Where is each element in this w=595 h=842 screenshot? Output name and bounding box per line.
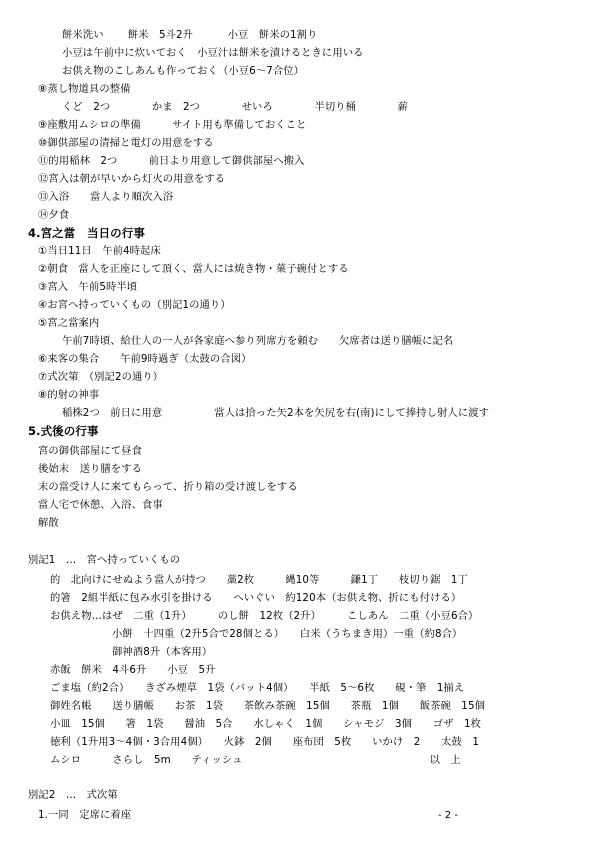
text-line: ⑫宮入は朝が早いから灯火の用意をする [38, 173, 226, 185]
text-line: 稲株2つ 前日に用意 當人は拾った矢2本を矢尻を右(南)にして捧持し射人に渡す [62, 407, 490, 419]
text-line: ②朝食 當人を正座にして頂く、當人には焼き物・菓子碗付とする [38, 263, 349, 275]
text-line: 御神酒8升（本客用） [112, 646, 213, 658]
text-line: ⑥来客の集合 午前9時過ぎ（太鼓の合図） [38, 353, 252, 365]
text-line: 小豆は午前中に炊いておく 小豆汁は餅米を漬けるときに用いる [62, 47, 364, 59]
text-line: 餅米洗い 餅米 5斗2升 小豆 餅米の1割り [62, 29, 318, 41]
text-line: ⑧的射の神事 [38, 389, 100, 401]
text-line: ④お宮へ持っていくもの（別記1の通り） [38, 299, 231, 311]
text-line: ⑧蒸し物道具の整備 [38, 83, 131, 95]
text-line: ⑪的用稲林 2つ 前日より用意して御供部屋へ搬入 [38, 155, 305, 167]
appendix-heading: 別記2 … 式次第 [28, 789, 118, 801]
text-line: お供え物…はぜ 二重（1升） のし餅 12枚（2升） こしあん 二重（小豆6合） [50, 610, 479, 622]
text-line: ③宮入 午前5時半頃 [38, 281, 138, 293]
text-line: ⑨座敷用ムシロの準備 サイト用も準備しておくこと [38, 119, 307, 131]
text-line: ⑦式次第 （別記2の通り） [38, 371, 164, 383]
text-line: 徳利（1升用3〜4個・3合用4個） 火鉢 2個 座布団 5枚 いかけ 2 太鼓 1 [50, 736, 479, 748]
text-line: ムシロ さらし 5m ティッシュ 以 上 [50, 754, 461, 766]
text-line: 後始末 送り膳をする [38, 463, 142, 475]
text-line: ⑩御供部屋の清掃と電灯の用意をする [38, 137, 214, 149]
text-line: 小餅 十四重（2升5合で28個とる） 白米（うちまき用）一重（約8合） [112, 628, 463, 640]
text-line: ⑤宮之當案内 [38, 317, 100, 329]
text-line: ごま塩（約2合） きざみ煙草 1袋（バット4個） 半紙 5〜6枚 硯・筆 1揃え [50, 682, 465, 694]
text-line: 御姓名帳 送り膳帳 お茶 1袋 茶飲み茶碗 15個 茶瓶 1個 飯茶碗 15個 [50, 700, 485, 712]
text-line: 宮の御供部屋にて昼食 [38, 445, 142, 457]
text-line: くど 2つ かま 2つ せいろ 半切り桶 薪 [62, 101, 409, 113]
text-line: 解散 [38, 517, 59, 529]
text-line: 小皿 15個 箸 1袋 醤油 5合 水しゃく 1個 シャモジ 3個 ゴザ 1枚 [50, 718, 482, 730]
text-line: ①当日11日 午前4時起床 [38, 245, 161, 257]
text-line: 的箸 2組半紙に包み水引を掛ける へいぐい 約120本（お供え物、折にも付ける） [50, 592, 462, 604]
text-line: 末の當受け人に来てもらって、折り箱の受け渡しをする [38, 481, 298, 493]
appendix-heading: 別記1 … 宮へ持っていくもの [28, 554, 181, 566]
text-line: 的 北向けにせぬよう當人が持つ 藁2枚 縄10等 鎌1丁 枝切り鋸 1丁 [50, 574, 468, 586]
text-line: 午前7時頃、給仕人の一人が各家庭へ参り列席方を頼む 欠席者は送り膳帳に記名 [62, 335, 454, 347]
text-line: 1.一同 定席に着座 [38, 809, 132, 821]
text-line: お供え物のこしあんも作っておく（小豆6〜7合位） [62, 65, 305, 77]
section-heading: 4.宮之當 当日の行事 [28, 226, 145, 240]
text-line: ⑬入浴 當人より順次入浴 [38, 191, 174, 203]
section-heading: 5.式後の行事 [28, 424, 99, 438]
page-number: - 2 - [438, 810, 458, 821]
text-line: ⑭夕食 [38, 209, 70, 221]
text-line: 當人宅で休憩、入浴、食事 [38, 499, 163, 511]
text-line: 赤飯 餅米 4斗6升 小豆 5升 [50, 664, 216, 676]
